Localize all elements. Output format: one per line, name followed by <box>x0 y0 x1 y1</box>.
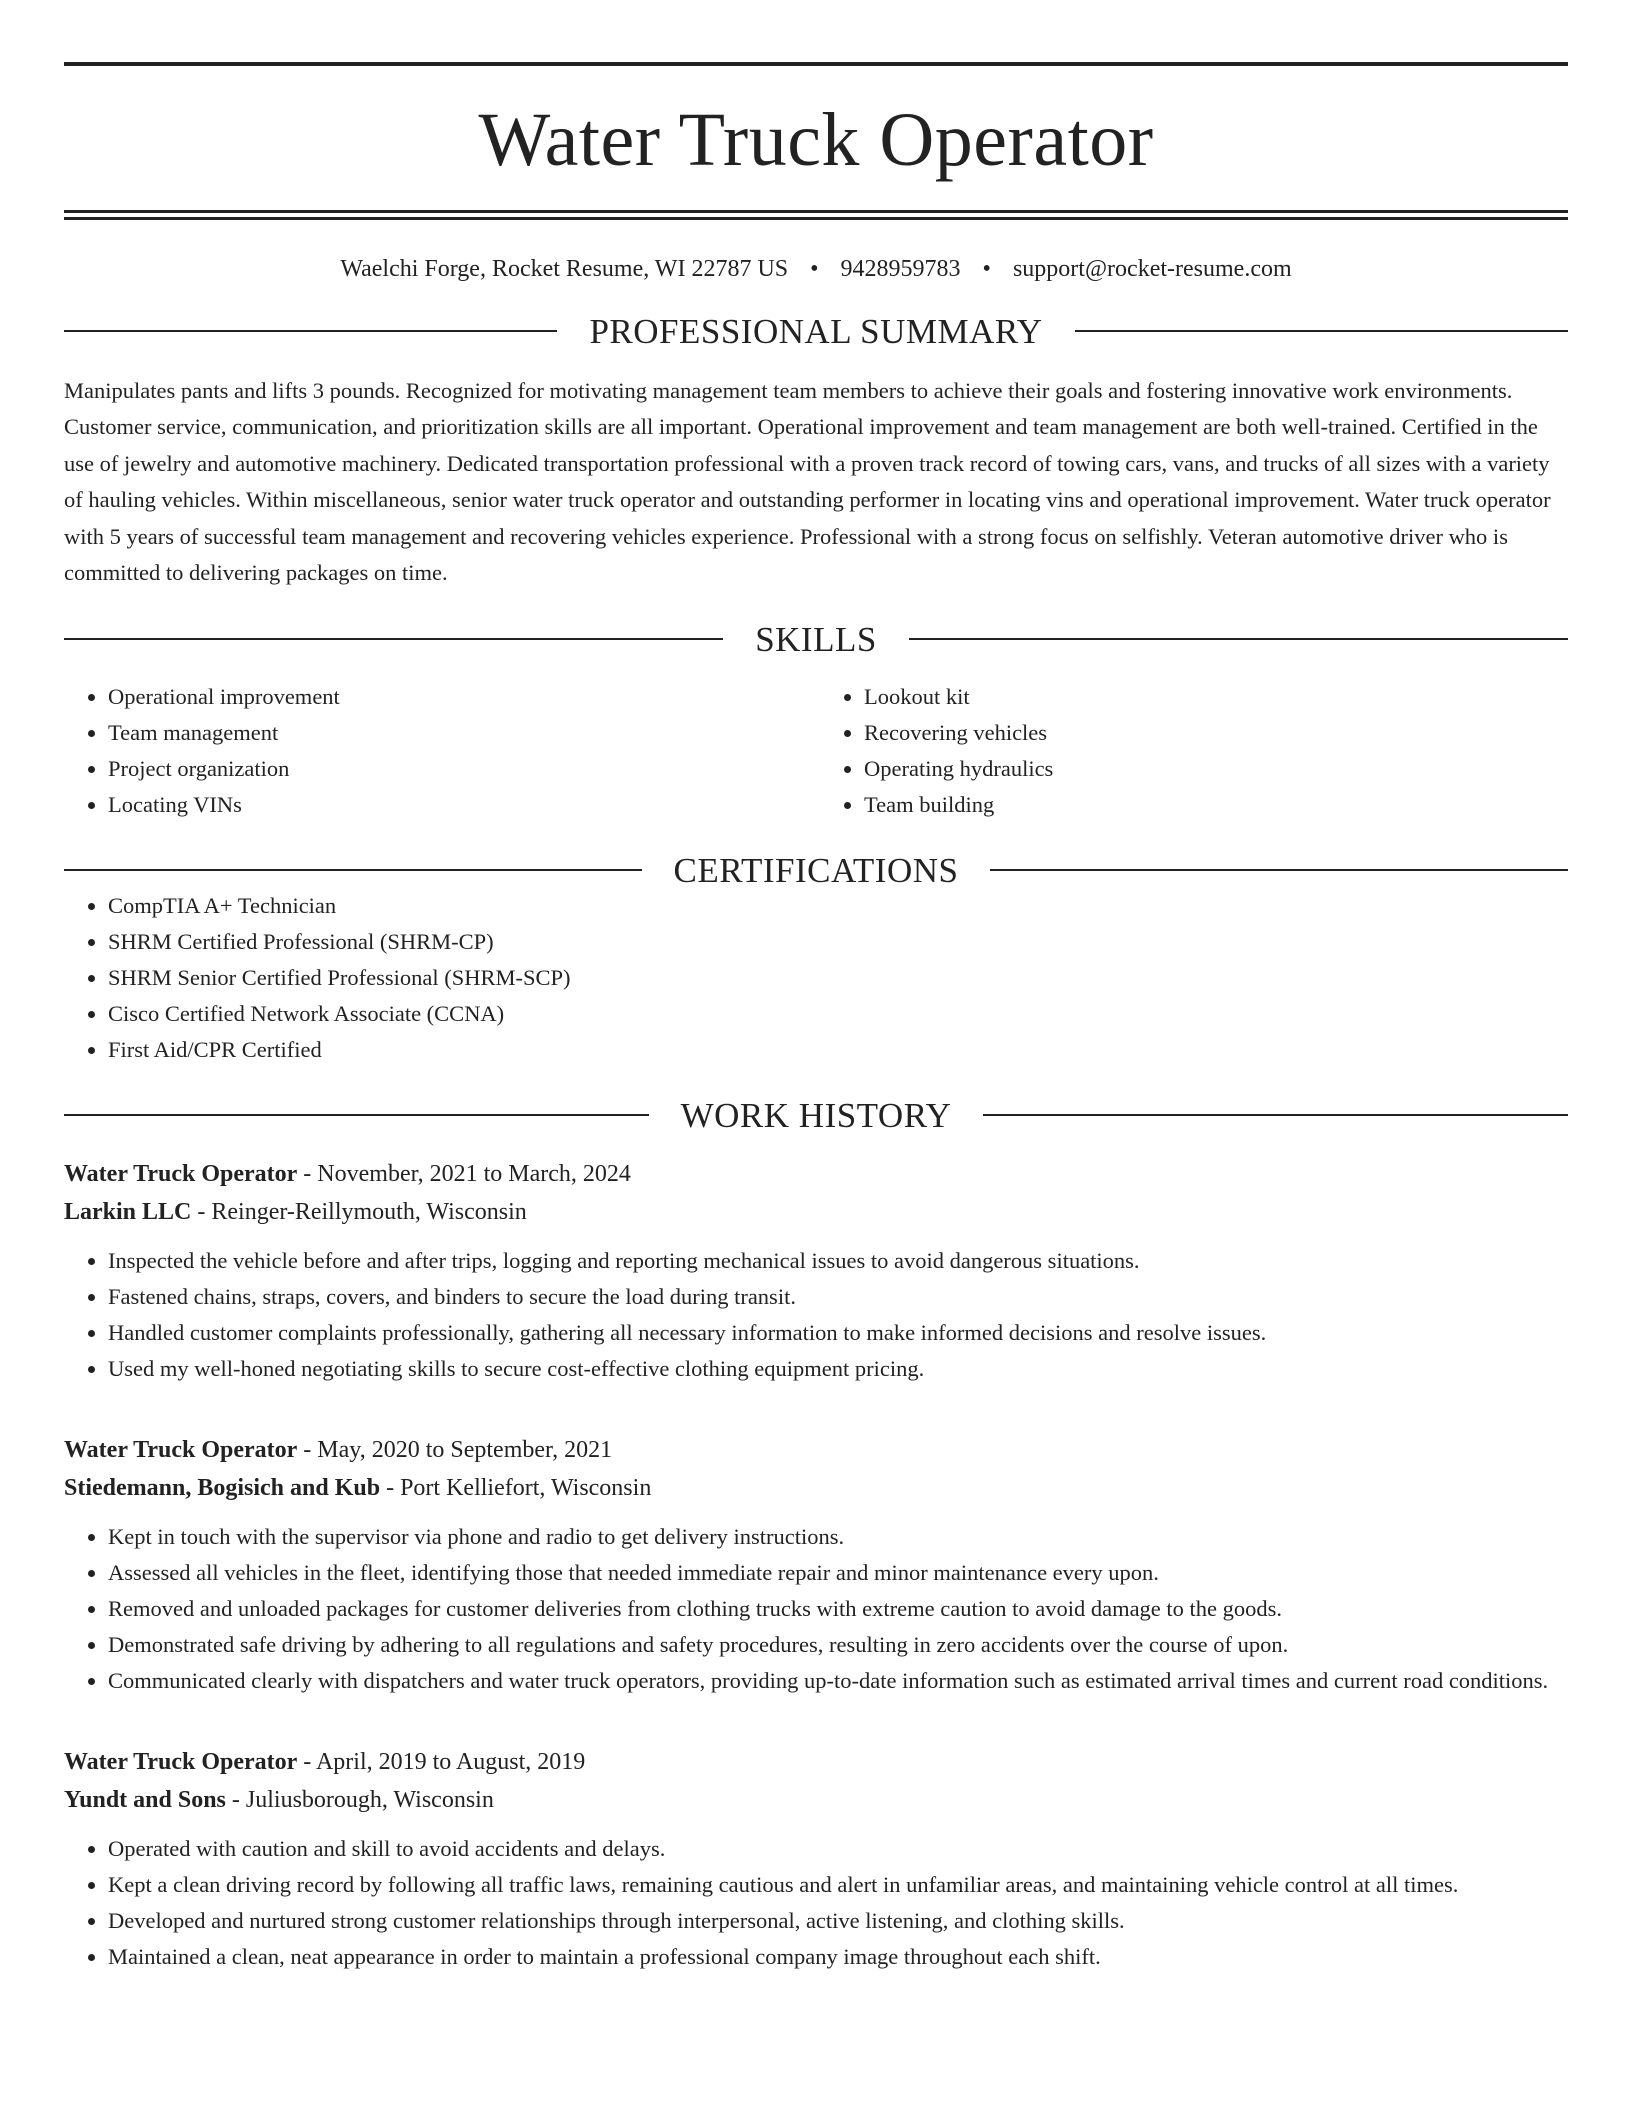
certification-item: • First Aid/CPR Certified <box>108 1032 1568 1068</box>
contact-email: support@rocket-resume.com <box>1012 256 1292 282</box>
section-rule-right <box>1075 330 1568 332</box>
job-bullet: • Assessed all vehicles in the fleet, identifying those that needed immediate repair and minor maintenance every upon. <box>108 1555 1568 1591</box>
job-bullets <box>64 1243 1568 1387</box>
job-role: Water Truck Operator <box>64 1748 298 1775</box>
job-role-line <box>64 1431 1568 1469</box>
contact-separator: • <box>982 256 991 282</box>
job-company-line <box>64 1781 1568 1819</box>
section-rule-right <box>990 869 1568 871</box>
job-company: Stiedemann, Bogisich and Kub <box>64 1474 381 1501</box>
job-bullet: • Inspected the vehicle before and after trips, logging and reporting mechanical issues to avoid dangerous situations. <box>108 1243 1568 1279</box>
job-bullet: • Kept a clean driving record by following all traffic laws, remaining cautious and alert in unfamiliar areas, and maintaining vehicle control at all times. <box>108 1867 1568 1903</box>
job-bullet: • Communicated clearly with dispatchers and water truck operators, providing up-to-date information such as estimated arrival times and current road conditions. <box>108 1663 1568 1699</box>
job-bullets <box>64 1831 1568 1975</box>
job-bullet: • Fastened chains, straps, covers, and binders to secure the load during transit. <box>108 1279 1568 1315</box>
section-rule-right <box>909 638 1568 640</box>
skill-item: • Locating VINs <box>108 787 816 823</box>
resume-title: Water Truck Operator <box>478 98 1154 182</box>
section-rule-left <box>64 869 642 871</box>
job-dates: - April, 2019 to August, 2019 <box>297 1748 586 1775</box>
section-title-summary: PROFESSIONAL SUMMARY <box>589 311 1043 351</box>
job-location: - Juliusborough, Wisconsin <box>225 1786 494 1813</box>
job-bullet: • Removed and unloaded packages for customer deliveries from clothing trucks with extreme caution to avoid damage to the goods. <box>108 1591 1568 1627</box>
certification-item: • Cisco Certified Network Associate (CCNA) <box>108 996 1568 1032</box>
job-bullet: • Used my well-honed negotiating skills to secure cost-effective clothing equipment pricing. <box>108 1351 1568 1387</box>
certifications-list <box>64 888 1568 1068</box>
job-bullet: • Handled customer complaints professionally, gathering all necessary information to make informed decisions and resolve issues. <box>108 1315 1568 1351</box>
job-company-line <box>64 1193 1568 1231</box>
section-title-skills: SKILLS <box>755 619 877 659</box>
skills-grid <box>64 679 1568 823</box>
certification-item: • SHRM Senior Certified Professional (SHRM-SCP) <box>108 960 1568 996</box>
top-rule <box>64 62 1568 66</box>
job-dates: - May, 2020 to September, 2021 <box>297 1436 613 1463</box>
section-header-work-history <box>64 1095 1568 1135</box>
job-entry <box>64 1155 1568 1387</box>
section-title-certifications: CERTIFICATIONS <box>673 850 959 890</box>
job-bullet: • Kept in touch with the supervisor via phone and radio to get delivery instructions. <box>108 1519 1568 1555</box>
job-dates: - November, 2021 to March, 2024 <box>297 1160 631 1187</box>
job-role-line <box>64 1743 1568 1781</box>
contact-line <box>64 255 1568 284</box>
skills-column-right <box>816 679 1568 823</box>
section-title-work-history: WORK HISTORY <box>680 1095 952 1135</box>
section-header-certifications <box>64 850 1568 890</box>
skills-column-left <box>64 679 816 823</box>
skill-item: • Project organization <box>108 751 816 787</box>
job-entry <box>64 1743 1568 1975</box>
contact-separator: • <box>810 256 819 282</box>
job-bullet: • Operated with caution and skill to avoid accidents and delays. <box>108 1831 1568 1867</box>
section-rule-left <box>64 1114 649 1116</box>
skills-list-right <box>816 679 1568 823</box>
skill-item: • Operational improvement <box>108 679 816 715</box>
job-bullet: • Maintained a clean, neat appearance in order to maintain a professional company image throughout each shift. <box>108 1939 1568 1975</box>
contact-phone: 9428959783 <box>840 256 961 282</box>
job-location: - Reinger-Reillymouth, Wisconsin <box>191 1198 527 1225</box>
job-role: Water Truck Operator <box>64 1160 298 1187</box>
job-entry <box>64 1431 1568 1699</box>
resume-content <box>64 62 1568 1975</box>
certification-item: • SHRM Certified Professional (SHRM-CP) <box>108 924 1568 960</box>
job-bullets <box>64 1519 1568 1699</box>
section-rule-right <box>983 1114 1568 1116</box>
job-role: Water Truck Operator <box>64 1436 298 1463</box>
job-company-line <box>64 1469 1568 1507</box>
job-company: Larkin LLC <box>64 1198 192 1225</box>
skill-item: • Team building <box>864 787 1568 823</box>
certification-item: • CompTIA A+ Technician <box>108 888 1568 924</box>
job-bullet: • Developed and nurtured strong customer relationships through interpersonal, active listening, and clothing skills. <box>108 1903 1568 1939</box>
job-bullet: • Demonstrated safe driving by adhering to all regulations and safety procedures, resulting in zero accidents over the course of upon. <box>108 1627 1568 1663</box>
section-header-summary <box>64 311 1568 351</box>
skill-item: • Lookout kit <box>864 679 1568 715</box>
job-role-line <box>64 1155 1568 1193</box>
title-double-rule <box>64 210 1568 220</box>
skill-item: • Operating hydraulics <box>864 751 1568 787</box>
job-location: - Port Kelliefort, Wisconsin <box>380 1474 652 1501</box>
contact-address: Waelchi Forge, Rocket Resume, WI 22787 US <box>340 256 789 282</box>
skills-list-left <box>64 679 816 823</box>
skill-item: • Team management <box>108 715 816 751</box>
section-rule-left <box>64 330 557 332</box>
job-company: Yundt and Sons <box>64 1786 226 1813</box>
summary-paragraph: Manipulates pants and lifts 3 pounds. Recognized for motivating management team members to achieve their goals and fostering innovative work environments. Customer service, communication, and prioritization skills are all important. Operational improvement and team management are both well-trained. Certified in the use of jewelry and automotive machinery. Dedicated transportation professional with a proven track record of towing cars, vans, and trucks of all sizes with a variety of hauling vehicles. Within miscellaneous, senior water truck operator and outstanding performer in locating vins and operational improvement. Water truck operator with 5 years of successful team management and recovering vehicles experience. Professional with a strong focus on selfishly. Veteran automotive driver who is committed to delivering packages on time. <box>64 377 1551 586</box>
skill-item: • Recovering vehicles <box>864 715 1568 751</box>
section-header-skills <box>64 619 1568 659</box>
section-rule-left <box>64 638 723 640</box>
